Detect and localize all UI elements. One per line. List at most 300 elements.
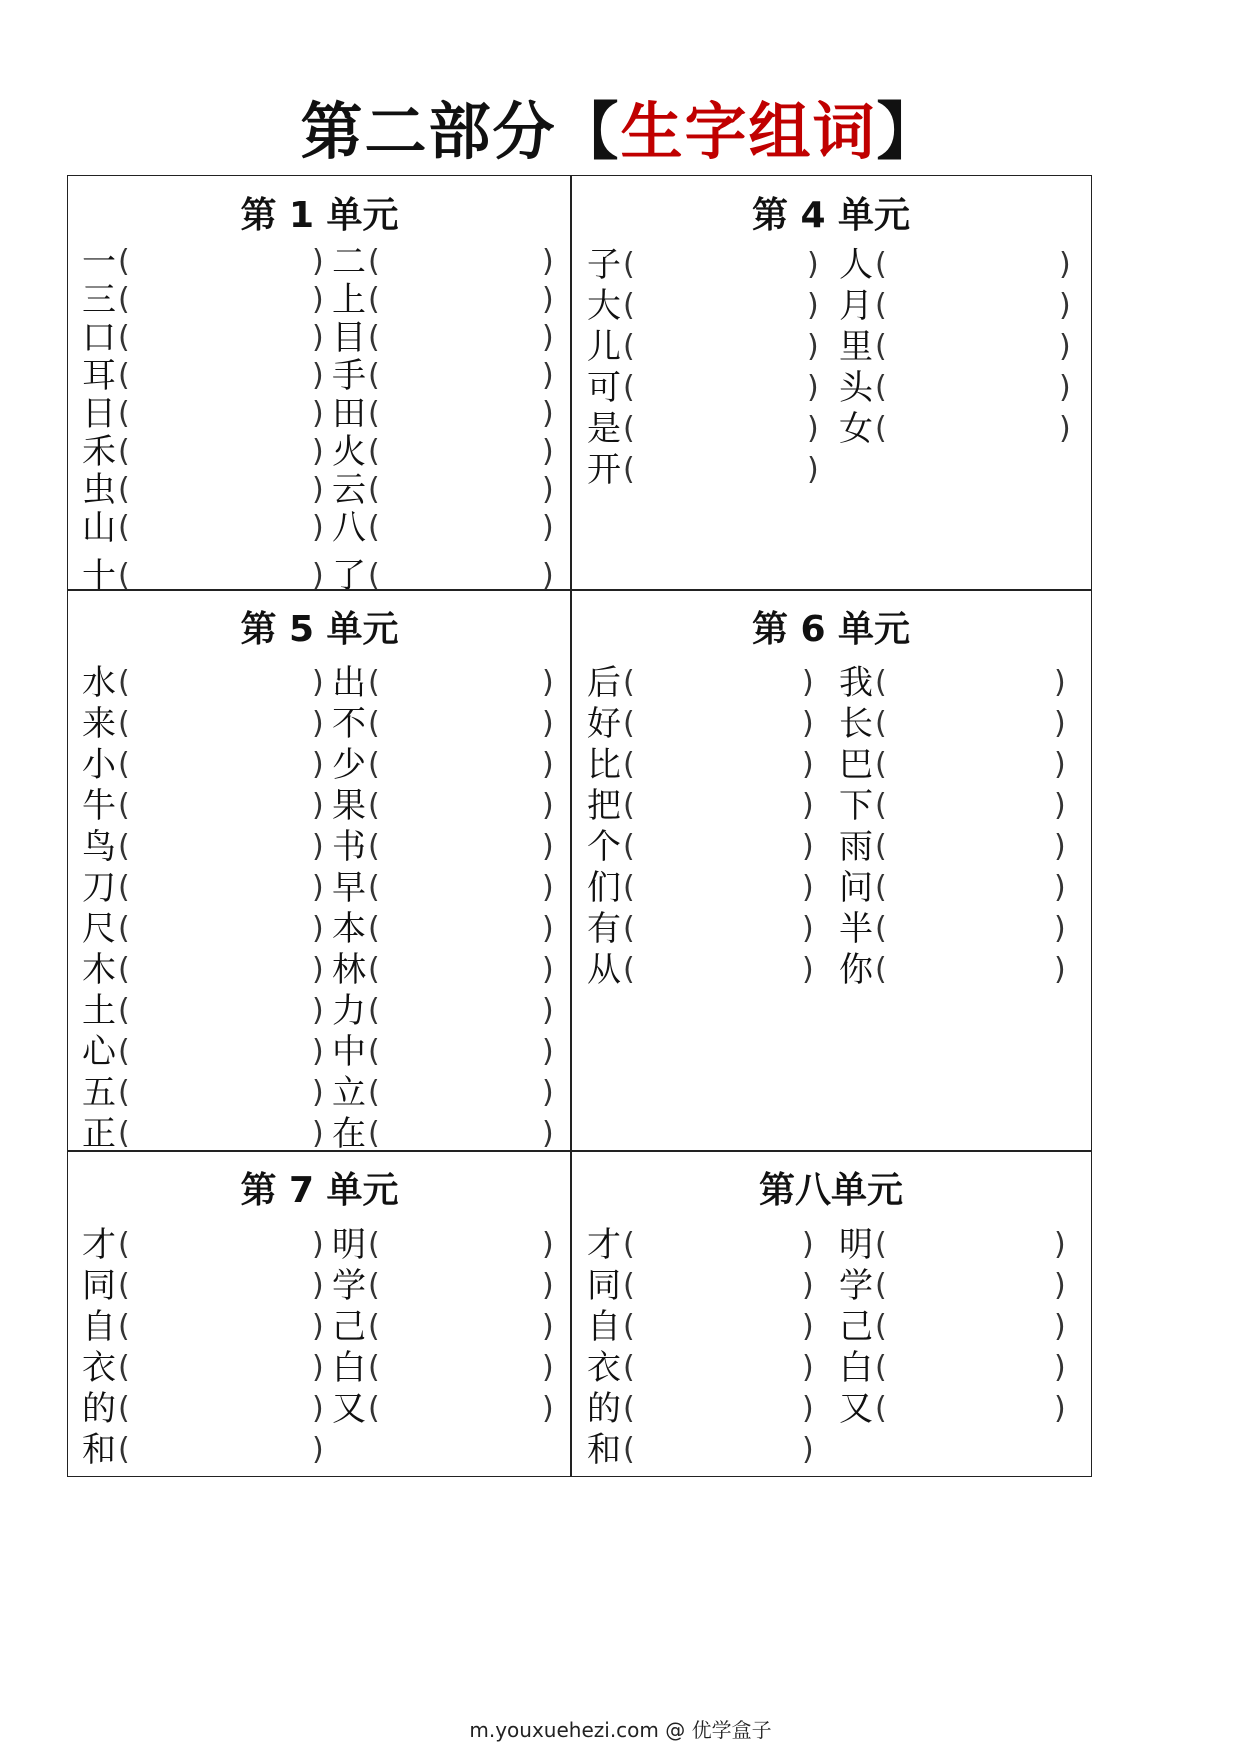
paren-close: ) [542, 993, 554, 1028]
word-entry [332, 1347, 556, 1389]
paren-open: ( [118, 829, 130, 864]
paren-close: ) [312, 1116, 324, 1151]
paren-open: ( [623, 1432, 635, 1467]
word-entry [82, 1306, 326, 1348]
paren-close: ) [542, 510, 554, 545]
character: 山 [82, 508, 116, 548]
word-entry [332, 1031, 556, 1073]
character: 本 [332, 909, 366, 949]
word-entry [587, 1347, 816, 1389]
paren-open: ( [623, 747, 635, 782]
paren-open: ( [118, 558, 130, 593]
character: 从 [587, 950, 621, 990]
character: 长 [839, 704, 873, 744]
paren-open: ( [368, 1034, 380, 1069]
word-entry [587, 826, 816, 868]
paren-open: ( [118, 434, 130, 469]
character: 木 [82, 950, 116, 990]
paren-open: ( [368, 870, 380, 905]
character: 鸟 [82, 827, 116, 867]
character: 好 [587, 704, 621, 744]
word-entry [587, 908, 816, 950]
paren-open: ( [368, 993, 380, 1028]
character: 儿 [587, 327, 621, 367]
paren-close: ) [807, 329, 819, 364]
word-entry [839, 826, 1068, 868]
word-entry [587, 1265, 816, 1307]
paren-open: ( [368, 788, 380, 823]
paren-close: ) [542, 1309, 554, 1344]
character: 巴 [839, 745, 873, 785]
title-highlight: 生字组词 [620, 95, 877, 168]
character: 三 [82, 280, 116, 320]
word-entry [332, 1265, 556, 1307]
paren-close: ) [312, 320, 324, 355]
paren-open: ( [875, 288, 887, 323]
word-entry [839, 367, 1073, 409]
unit-title: 第 5 单元 [240, 609, 399, 650]
paren-open: ( [875, 747, 887, 782]
paren-open: ( [368, 320, 380, 355]
unit-box-4 [570, 175, 1092, 591]
paren-open: ( [118, 747, 130, 782]
paren-open: ( [875, 952, 887, 987]
word-entry [82, 1031, 326, 1073]
character: 牛 [82, 786, 116, 826]
paren-open: ( [875, 247, 887, 282]
paren-open: ( [118, 282, 130, 317]
paren-close: ) [312, 558, 324, 593]
title-bracket-close: 】 [876, 95, 941, 168]
character: 虫 [82, 470, 116, 510]
paren-close: ) [542, 706, 554, 741]
paren-close: ) [542, 434, 554, 469]
paren-open: ( [623, 288, 635, 323]
paren-close: ) [1054, 911, 1066, 946]
paren-open: ( [875, 829, 887, 864]
character: 上 [332, 280, 366, 320]
character: 立 [332, 1073, 366, 1113]
word-entry [587, 449, 821, 491]
word-entry [82, 1388, 326, 1430]
paren-open: ( [118, 911, 130, 946]
word-entry [839, 1265, 1068, 1307]
character: 又 [332, 1389, 366, 1429]
character: 你 [839, 950, 873, 990]
paren-close: ) [1054, 1391, 1066, 1426]
character: 在 [332, 1114, 366, 1154]
character: 明 [332, 1225, 366, 1265]
character: 我 [839, 663, 873, 703]
paren-close: ) [1059, 411, 1071, 446]
character: 又 [839, 1389, 873, 1429]
paren-open: ( [368, 472, 380, 507]
word-entry [82, 785, 326, 827]
paren-open: ( [368, 510, 380, 545]
paren-open: ( [118, 1075, 130, 1110]
unit-box-7 [67, 1150, 572, 1477]
word-entry [82, 990, 326, 1032]
paren-open: ( [875, 411, 887, 446]
paren-close: ) [802, 1227, 814, 1262]
paren-open: ( [875, 329, 887, 364]
paren-close: ) [1054, 788, 1066, 823]
paren-close: ) [542, 665, 554, 700]
paren-close: ) [542, 396, 554, 431]
paren-close: ) [312, 282, 324, 317]
paren-open: ( [118, 472, 130, 507]
character: 一 [82, 242, 116, 282]
word-entry [587, 1429, 816, 1471]
word-entry [587, 408, 821, 450]
word-entry [82, 1224, 326, 1266]
word-entry [587, 949, 816, 991]
word-entry [82, 317, 326, 359]
paren-close: ) [802, 870, 814, 905]
paren-open: ( [875, 1350, 887, 1385]
paren-open: ( [875, 911, 887, 946]
character: 五 [82, 1073, 116, 1113]
paren-open: ( [623, 1350, 635, 1385]
word-entry [587, 244, 821, 286]
character: 了 [332, 556, 366, 596]
word-entry [82, 279, 326, 321]
paren-close: ) [542, 1034, 554, 1069]
paren-close: ) [542, 829, 554, 864]
paren-close: ) [312, 747, 324, 782]
character: 果 [332, 786, 366, 826]
paren-open: ( [118, 706, 130, 741]
word-entry [82, 1429, 326, 1471]
paren-open: ( [623, 1309, 635, 1344]
word-entry [587, 785, 816, 827]
paren-open: ( [118, 1309, 130, 1344]
word-entry [332, 241, 556, 283]
paren-close: ) [807, 288, 819, 323]
paren-open: ( [118, 1391, 130, 1426]
paren-open: ( [118, 993, 130, 1028]
paren-open: ( [368, 1116, 380, 1151]
unit-title: 第八单元 [758, 1170, 903, 1211]
title-main: 第二部分 [300, 95, 557, 168]
character: 白 [332, 1348, 366, 1388]
word-entry [332, 507, 556, 549]
character: 的 [587, 1389, 621, 1429]
paren-close: ) [802, 747, 814, 782]
character: 自 [587, 1307, 621, 1347]
paren-open: ( [875, 1391, 887, 1426]
paren-open: ( [623, 788, 635, 823]
paren-close: ) [312, 993, 324, 1028]
paren-open: ( [118, 510, 130, 545]
paren-close: ) [312, 788, 324, 823]
paren-open: ( [118, 1116, 130, 1151]
word-entry [82, 703, 326, 745]
word-entry [587, 703, 816, 745]
paren-close: ) [542, 1116, 554, 1151]
character: 刀 [82, 868, 116, 908]
paren-close: ) [1054, 1268, 1066, 1303]
paren-open: ( [623, 247, 635, 282]
paren-open: ( [875, 870, 887, 905]
paren-close: ) [312, 396, 324, 431]
word-entry [82, 355, 326, 397]
character: 力 [332, 991, 366, 1031]
paren-close: ) [542, 870, 554, 905]
paren-close: ) [802, 706, 814, 741]
paren-open: ( [623, 329, 635, 364]
character: 头 [839, 368, 873, 408]
character: 己 [332, 1307, 366, 1347]
paren-open: ( [623, 911, 635, 946]
paren-close: ) [312, 665, 324, 700]
paren-close: ) [807, 452, 819, 487]
character: 出 [332, 663, 366, 703]
character: 少 [332, 745, 366, 785]
paren-close: ) [542, 952, 554, 987]
word-entry [839, 949, 1068, 991]
paren-open: ( [118, 1268, 130, 1303]
word-entry [332, 1388, 556, 1430]
character: 火 [332, 432, 366, 472]
word-entry [82, 867, 326, 909]
unit-box-6 [570, 589, 1092, 1152]
paren-open: ( [368, 1075, 380, 1110]
character: 小 [82, 745, 116, 785]
character: 衣 [587, 1348, 621, 1388]
word-entry [82, 908, 326, 950]
word-entry [332, 355, 556, 397]
paren-open: ( [118, 665, 130, 700]
paren-close: ) [312, 911, 324, 946]
paren-open: ( [875, 370, 887, 405]
word-entry [587, 744, 816, 786]
character: 比 [587, 745, 621, 785]
paren-close: ) [312, 510, 324, 545]
paren-open: ( [368, 747, 380, 782]
paren-close: ) [542, 1350, 554, 1385]
character: 八 [332, 508, 366, 548]
paren-close: ) [312, 472, 324, 507]
paren-close: ) [807, 411, 819, 446]
character: 和 [587, 1430, 621, 1470]
paren-close: ) [1059, 370, 1071, 405]
character: 有 [587, 909, 621, 949]
word-entry [82, 949, 326, 991]
paren-open: ( [368, 396, 380, 431]
character: 个 [587, 827, 621, 867]
word-entry [839, 744, 1068, 786]
title-bracket-open: 【 [556, 95, 621, 168]
paren-open: ( [368, 665, 380, 700]
paren-close: ) [312, 1075, 324, 1110]
paren-open: ( [623, 1391, 635, 1426]
paren-close: ) [807, 247, 819, 282]
word-entry [587, 1306, 816, 1348]
character: 己 [839, 1307, 873, 1347]
word-entry [839, 326, 1073, 368]
word-entry [332, 1224, 556, 1266]
word-entry [332, 826, 556, 868]
unit-title: 第 6 单元 [751, 609, 911, 650]
paren-close: ) [1054, 1350, 1066, 1385]
character: 口 [82, 318, 116, 358]
paren-close: ) [802, 788, 814, 823]
word-entry [332, 744, 556, 786]
word-entry [839, 1388, 1068, 1430]
character: 才 [587, 1225, 621, 1265]
word-entry [82, 1072, 326, 1114]
paren-open: ( [368, 282, 380, 317]
word-entry [82, 393, 326, 435]
character: 目 [332, 318, 366, 358]
character: 可 [587, 368, 621, 408]
footer-source: m.youxuehezi.com @ 优学盒子 [469, 1718, 772, 1742]
paren-open: ( [368, 1309, 380, 1344]
paren-open: ( [368, 244, 380, 279]
word-entry [332, 785, 556, 827]
paren-close: ) [542, 788, 554, 823]
paren-close: ) [802, 1309, 814, 1344]
word-entry [839, 244, 1073, 286]
paren-open: ( [118, 320, 130, 355]
character: 中 [332, 1032, 366, 1072]
paren-open: ( [623, 665, 635, 700]
word-entry [332, 949, 556, 991]
word-entry [839, 285, 1073, 327]
paren-close: ) [1059, 329, 1071, 364]
character: 云 [332, 470, 366, 510]
word-entry [332, 662, 556, 704]
paren-close: ) [542, 244, 554, 279]
character: 水 [82, 663, 116, 703]
character: 子 [587, 245, 621, 285]
word-entry [587, 1224, 816, 1266]
word-entry [332, 317, 556, 359]
paren-open: ( [368, 1350, 380, 1385]
word-entry [82, 1265, 326, 1307]
paren-close: ) [312, 829, 324, 864]
paren-close: ) [312, 870, 324, 905]
word-entry [332, 393, 556, 435]
word-entry [332, 279, 556, 321]
character: 土 [82, 991, 116, 1031]
word-entry [332, 867, 556, 909]
character: 问 [839, 868, 873, 908]
character: 同 [82, 1266, 116, 1306]
paren-close: ) [542, 282, 554, 317]
word-entry [82, 662, 326, 704]
paren-close: ) [312, 434, 324, 469]
paren-close: ) [1054, 829, 1066, 864]
paren-close: ) [542, 747, 554, 782]
paren-open: ( [368, 558, 380, 593]
word-entry [839, 1224, 1068, 1266]
character: 把 [587, 786, 621, 826]
word-entry [587, 1388, 816, 1430]
paren-close: ) [802, 911, 814, 946]
word-entry [587, 367, 821, 409]
character: 尺 [82, 909, 116, 949]
character: 田 [332, 394, 366, 434]
word-entry [82, 1113, 326, 1155]
character: 明 [839, 1225, 873, 1265]
paren-open: ( [623, 1268, 635, 1303]
character: 半 [839, 909, 873, 949]
paren-close: ) [1054, 1227, 1066, 1262]
paren-open: ( [623, 452, 635, 487]
character: 日 [82, 394, 116, 434]
paren-open: ( [118, 244, 130, 279]
character: 白 [839, 1348, 873, 1388]
character: 才 [82, 1225, 116, 1265]
paren-close: ) [312, 952, 324, 987]
word-entry [82, 826, 326, 868]
word-entry [839, 908, 1068, 950]
paren-open: ( [118, 788, 130, 823]
paren-open: ( [875, 1268, 887, 1303]
paren-close: ) [802, 665, 814, 700]
character: 二 [332, 242, 366, 282]
paren-close: ) [802, 1432, 814, 1467]
word-entry [332, 1072, 556, 1114]
character: 林 [332, 950, 366, 990]
paren-open: ( [623, 706, 635, 741]
paren-open: ( [118, 1034, 130, 1069]
character: 开 [587, 450, 621, 490]
paren-close: ) [312, 706, 324, 741]
word-entry [839, 408, 1073, 450]
paren-close: ) [312, 1350, 324, 1385]
paren-open: ( [368, 1391, 380, 1426]
character: 心 [82, 1032, 116, 1072]
word-entry [332, 703, 556, 745]
character: 人 [839, 245, 873, 285]
character: 下 [839, 786, 873, 826]
character: 的 [82, 1389, 116, 1429]
word-entry [839, 1347, 1068, 1389]
paren-close: ) [312, 1268, 324, 1303]
paren-open: ( [118, 870, 130, 905]
paren-open: ( [875, 1227, 887, 1262]
paren-open: ( [368, 1227, 380, 1262]
character: 自 [82, 1307, 116, 1347]
paren-open: ( [368, 952, 380, 987]
paren-close: ) [802, 952, 814, 987]
paren-close: ) [802, 1350, 814, 1385]
character: 们 [587, 868, 621, 908]
character: 同 [587, 1266, 621, 1306]
word-entry [82, 469, 326, 511]
word-entry [332, 1113, 556, 1155]
character: 手 [332, 356, 366, 396]
unit-title: 第 1 单元 [240, 195, 399, 236]
character: 禾 [82, 432, 116, 472]
character: 十 [82, 556, 116, 596]
paren-open: ( [623, 1227, 635, 1262]
unit-box-5 [67, 589, 572, 1152]
paren-open: ( [875, 706, 887, 741]
paren-open: ( [118, 358, 130, 393]
paren-close: ) [1059, 247, 1071, 282]
word-entry [839, 662, 1068, 704]
character: 早 [332, 868, 366, 908]
character: 是 [587, 409, 621, 449]
character: 学 [332, 1266, 366, 1306]
paren-close: ) [1054, 747, 1066, 782]
paren-close: ) [312, 244, 324, 279]
character: 书 [332, 827, 366, 867]
